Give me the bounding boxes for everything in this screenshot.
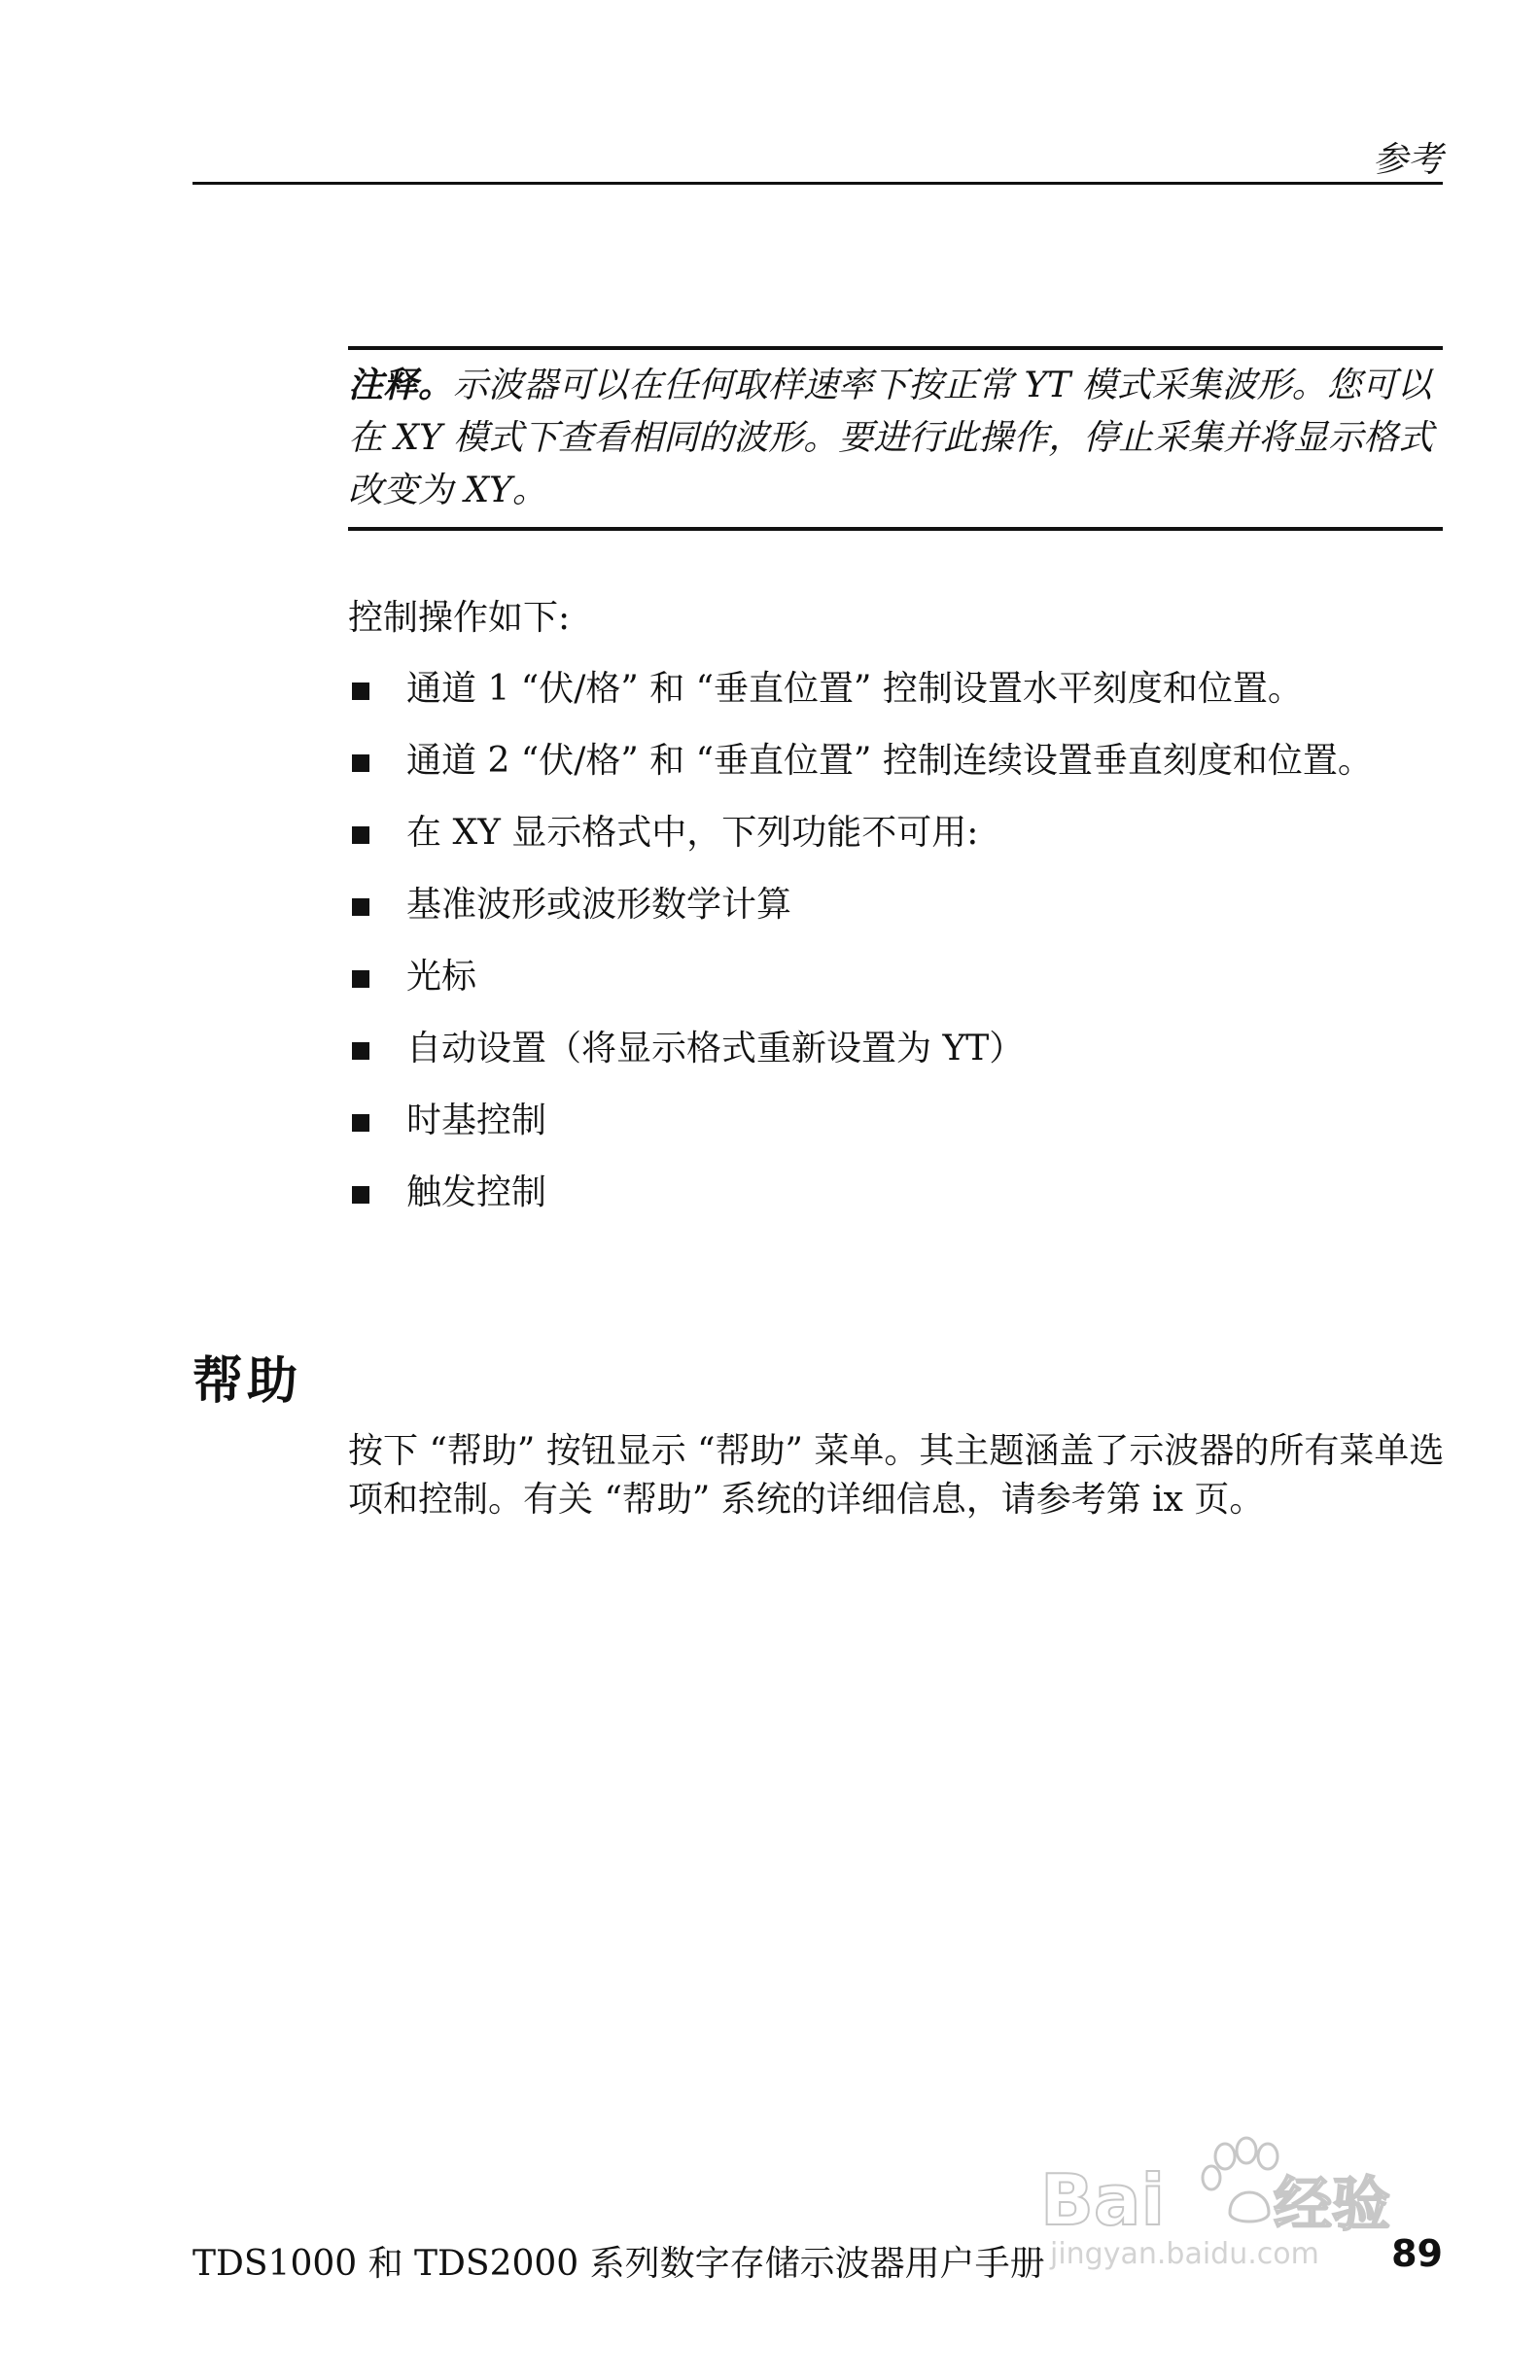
bullet-square-icon: [352, 898, 369, 916]
list-item: [348, 1099, 1447, 1143]
list-item: [348, 955, 1447, 999]
list-item-text: 基准波形或波形数学计算: [406, 885, 792, 925]
help-section-heading: 帮助: [192, 1352, 302, 1411]
footer-manual-title: TDS1000 和 TDS2000 系列数字存储示波器用户手册: [192, 2244, 1045, 2284]
list-item: [348, 883, 1447, 928]
bullet-square-icon: [352, 1114, 369, 1132]
bullet-square-icon: [352, 1042, 369, 1060]
baidu-watermark-logo: [1031, 2127, 1439, 2273]
running-header-title: 参考: [1372, 140, 1443, 180]
bullet-square-icon: [352, 826, 369, 844]
controls-intro: 控制操作如下:: [348, 598, 571, 638]
list-item: [348, 739, 1447, 784]
bullet-square-icon: [352, 682, 369, 700]
svg-text:Bai: Bai: [1040, 2159, 1166, 2241]
list-item: [348, 1171, 1447, 1215]
list-item-text: 时基控制: [406, 1101, 547, 1140]
list-item: [348, 1027, 1447, 1071]
svg-text:经验: 经验: [1274, 2171, 1390, 2239]
header-rule: [192, 182, 1443, 185]
note-label: 注释。: [348, 366, 454, 405]
svg-text:jingyan.baidu.com: jingyan.baidu.com: [1050, 2237, 1319, 2271]
controls-list: [348, 667, 1447, 1242]
list-item: [348, 811, 1447, 856]
note-paragraph: [348, 360, 1443, 517]
list-item: [348, 667, 1447, 712]
page-number: 89: [1391, 2232, 1443, 2275]
list-item-text: 在 XY 显示格式中，下列功能不可用:: [406, 813, 979, 853]
list-item-text: 触发控制: [406, 1172, 547, 1212]
bullet-square-icon: [352, 1186, 369, 1204]
list-item-text: 通道 1 “伏/格” 和 “垂直位置” 控制设置水平刻度和位置。: [406, 669, 1303, 709]
note-text: 示波器可以在任何取样速率下按正常 YT 模式采集波形。您可以在 XY 模式下查看相同的波形。要进行此操作，停止采集并将显示格式改变为 XY。: [348, 366, 1434, 510]
bullet-square-icon: [352, 970, 369, 988]
note-box: [348, 346, 1443, 531]
list-item-text: 自动设置（将显示格式重新设置为 YT）: [406, 1029, 1025, 1068]
list-item-text: 光标: [406, 957, 477, 997]
list-item-text: 通道 2 “伏/格” 和 “垂直位置” 控制连续设置垂直刻度和位置。: [406, 741, 1373, 781]
help-paragraph: 按下 “帮助” 按钮显示 “帮助” 菜单。其主题涵盖了示波器的所有菜单选项和控制。有关 “帮助” 系统的详细信息，请参考第 ix 页。: [348, 1431, 1445, 1520]
bullet-square-icon: [352, 754, 369, 772]
